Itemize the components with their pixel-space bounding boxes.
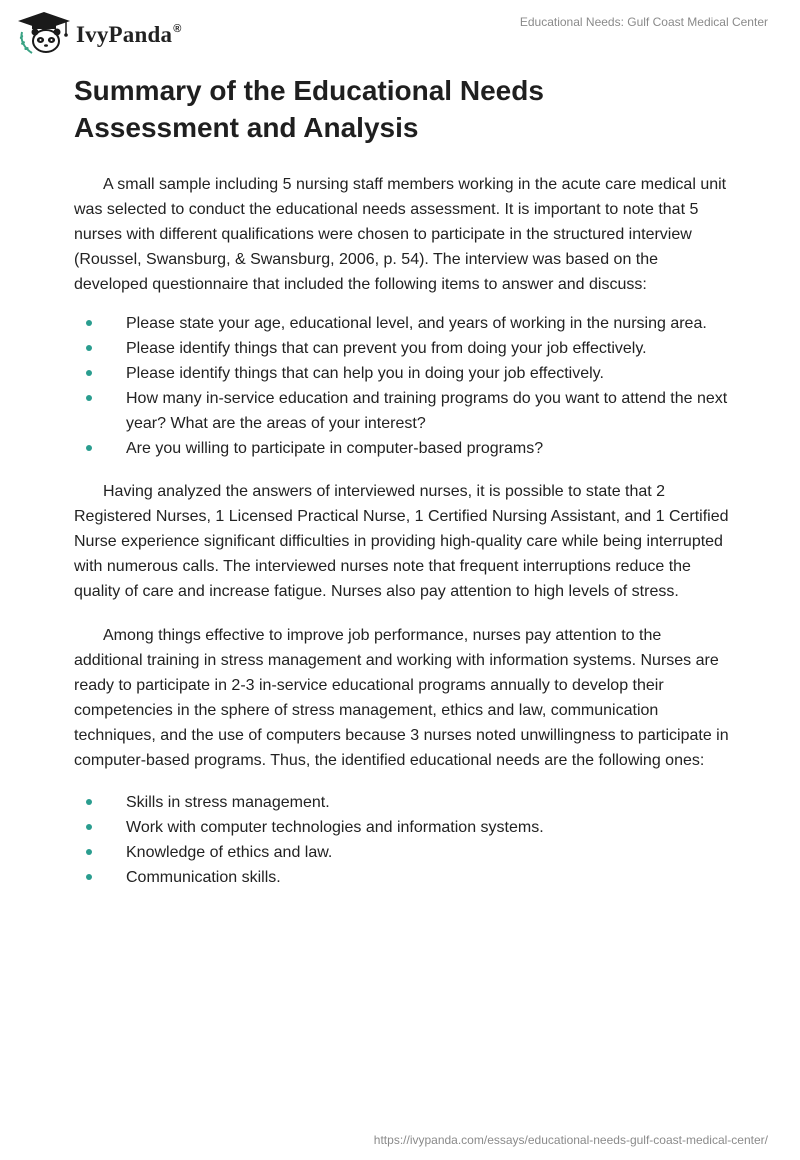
page-header (0, 0, 800, 60)
bullet-dot (86, 874, 92, 880)
list-item: Please state your age, educational level, and years of working in the nursing area. (74, 311, 734, 336)
list-item: Please identify things that can help you in doing your job effectively. (74, 361, 734, 386)
bullet-dot (86, 395, 92, 401)
questionnaire-list (74, 311, 734, 461)
paragraph-needs: Among things effective to improve job performance, nurses pay attention to the additional training in stress management and working with information systems. Nurses are ready to participate in 2-3 in-service educational programs annually to develop their competencies in the sphere of stress management, ethics and law, communication techniques, and the use of computers because 3 nurses noted unwillingness to participate in computer-based programs. Thus, the identified educational needs are the following ones: (74, 627, 729, 769)
section-heading: Summary of the Educational Needs Assessment and Analysis (74, 75, 544, 143)
bullet-dot (86, 849, 92, 855)
list-item: Skills in stress management. (74, 790, 734, 815)
bullet-dot (86, 445, 92, 451)
bullet-dot (86, 824, 92, 830)
ivypanda-logo[interactable] (14, 10, 182, 56)
brand-name: IvyPanda® (76, 22, 182, 47)
bullet-dot (86, 799, 92, 805)
source-url-link[interactable]: https://ivypanda.com/essays/educational-needs-gulf-coast-medical-center/ (373, 1133, 768, 1147)
educational-needs-list (74, 790, 734, 890)
list-item: How many in-service education and training programs do you want to attend the next year? What are the areas of your interest? (74, 386, 734, 436)
paragraph-intro: A small sample including 5 nursing staff members working in the acute care medical unit was selected to conduct the educational needs assessment. It is important to note that 5 nurses with different qualifications were chosen to participate in the structured interview (Roussel, Swansburg, & Swansburg, 2006, p. 54). The interview was based on the developed questionnaire that included the following items to answer and discuss: (74, 176, 727, 293)
bullet-dot (86, 320, 92, 326)
panda-graduate-icon (14, 10, 74, 56)
list-item: Communication skills. (74, 865, 734, 890)
list-item: Knowledge of ethics and law. (74, 840, 734, 865)
paragraph-findings: Having analyzed the answers of interviewed nurses, it is possible to state that 2 Registered Nurses, 1 Licensed Practical Nurse, 1 Certified Nursing Assistant, and 1 Certified Nurse experience significant difficulties in providing high-quality care while being interrupted with numerous calls. The interviewed nurses note that frequent interruptions reduce the quality of care and increase fatigue. Nurses also pay attention to high levels of stress. (74, 483, 729, 600)
bullet-dot (86, 370, 92, 376)
list-item: Are you willing to participate in computer-based programs? (74, 436, 734, 461)
document-title: Educational Needs: Gulf Coast Medical Center (519, 15, 768, 29)
list-item: Work with computer technologies and information systems. (74, 815, 734, 840)
registered-mark: ® (173, 23, 182, 35)
bullet-dot (86, 345, 92, 351)
list-item: Please identify things that can prevent you from doing your job effectively. (74, 336, 734, 361)
article-body (74, 72, 734, 890)
